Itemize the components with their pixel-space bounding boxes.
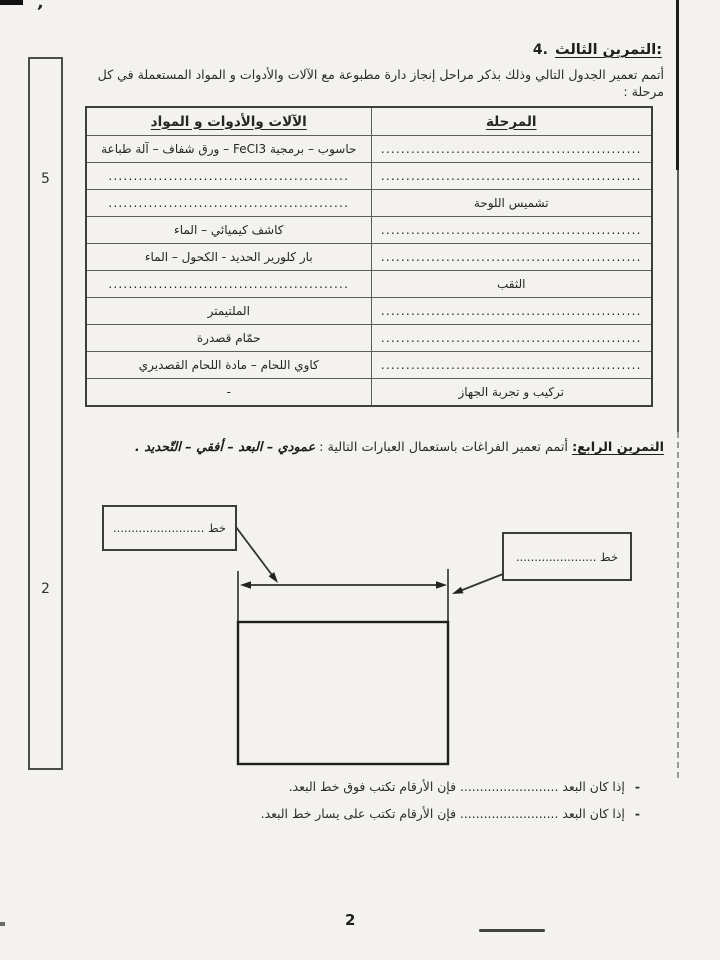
plate-rectangle	[238, 622, 448, 764]
exercise4-bullets	[261, 779, 640, 833]
exercise3-table	[85, 106, 653, 407]
table-row	[86, 352, 652, 379]
scan-corner-mark	[0, 0, 23, 5]
bullet-line	[261, 779, 640, 806]
leader-arrowhead-left	[269, 572, 278, 583]
stage-cell: تركيب و تجربة الجهاز	[371, 379, 652, 407]
header-stage: المرحلة	[371, 107, 652, 136]
stage-cell: ....................................................	[371, 163, 652, 190]
table-row	[86, 136, 652, 163]
dimension-label-box-left	[102, 505, 237, 551]
stray-pen-mark: ’	[33, 1, 45, 23]
leader-arrowhead-right	[452, 587, 464, 594]
tools-cell: كاوي اللحام – مادة اللحام القصديري	[86, 352, 371, 379]
exercise4-title: التمرين الرابع:	[572, 440, 664, 455]
scan-speck	[0, 922, 5, 926]
tools-cell: ................................................	[86, 190, 371, 217]
table-row	[86, 298, 652, 325]
page-border-line-mid	[677, 170, 679, 432]
bullet-text: إذا كان البعد ......................... فإن الأرقام تكتب فوق خط البعد.	[288, 779, 625, 794]
tools-cell: حمّام قصدرة	[86, 325, 371, 352]
tools-cell: ................................................	[86, 163, 371, 190]
table-row	[86, 190, 652, 217]
dimension-label-right-text: خط ......................	[515, 549, 619, 564]
margin-score-box	[28, 57, 63, 770]
table-row	[86, 244, 652, 271]
table-row	[86, 379, 652, 407]
table-row	[86, 217, 652, 244]
stage-cell: ....................................................	[371, 298, 652, 325]
score-value-top: 5	[41, 171, 50, 187]
footer-rule	[479, 929, 545, 932]
exercise4-instruction: أتمم تعمير الفراغات باستعمال العبارات التالية :	[319, 440, 568, 455]
table-row	[86, 325, 652, 352]
stage-cell: ....................................................	[371, 217, 652, 244]
stage-cell: ....................................................	[371, 136, 652, 163]
stage-cell: ....................................................	[371, 352, 652, 379]
tools-cell: الملتيمتر	[86, 298, 371, 325]
leader-arrow-left	[236, 527, 272, 575]
table-header-row	[86, 107, 652, 136]
exercise3-instruction-line2: مرحلة :	[623, 84, 664, 99]
tools-cell: -	[86, 379, 371, 407]
stage-cell: ....................................................	[371, 244, 652, 271]
dimension-label-box-right	[502, 532, 632, 581]
exercise4-heading	[135, 440, 664, 455]
exercise3-number: 4.	[532, 42, 548, 58]
exercise3-instruction-line1: أتمم تعمير الجدول التالي وذلك بذكر مراحل إنجاز دارة مطبوعة مع الآلات والأدوات و المواد المستعملة في كل	[97, 67, 664, 82]
exercise3-heading	[533, 42, 662, 58]
exercise3-instruction	[58, 66, 664, 100]
stage-cell: ....................................................	[371, 325, 652, 352]
exercise3-title: التمرين الثالث:	[554, 42, 662, 58]
score-value-bottom: 2	[41, 581, 50, 597]
dimension-arrowhead-west	[240, 581, 251, 589]
table-row	[86, 271, 652, 298]
bullet-dash: -	[634, 806, 640, 821]
tools-cell: حاسوب – برمجية FeCI3 – ورق شفاف – آلة طباعة	[86, 136, 371, 163]
page-border-line-top	[676, 0, 679, 170]
stage-cell: الثقب	[371, 271, 652, 298]
page-border-line-dashed	[677, 432, 679, 778]
dimension-label-left-text: خط .........................	[112, 521, 227, 535]
page-number: 2	[345, 911, 356, 929]
dimension-arrowhead-east	[436, 581, 447, 589]
bullet-text: إذا كان البعد ......................... فإن الأرقام تكتب على يسار خط البعد.	[260, 806, 625, 821]
exercise4-keywords: عمودي – البعد – أفقي – التّحديد .	[134, 440, 316, 455]
bullet-line	[261, 806, 640, 833]
table-row	[86, 163, 652, 190]
leader-arrow-right	[461, 574, 503, 591]
header-tools: الآلات والأدوات و المواد	[86, 107, 371, 136]
stage-cell: تشميس اللوحة	[371, 190, 652, 217]
bullet-dash: -	[634, 779, 640, 794]
tools-cell: كاشف كيميائي – الماء	[86, 217, 371, 244]
tools-cell: ................................................	[86, 271, 371, 298]
tools-cell: بار كلورير الحديد - الكحول – الماء	[86, 244, 371, 271]
